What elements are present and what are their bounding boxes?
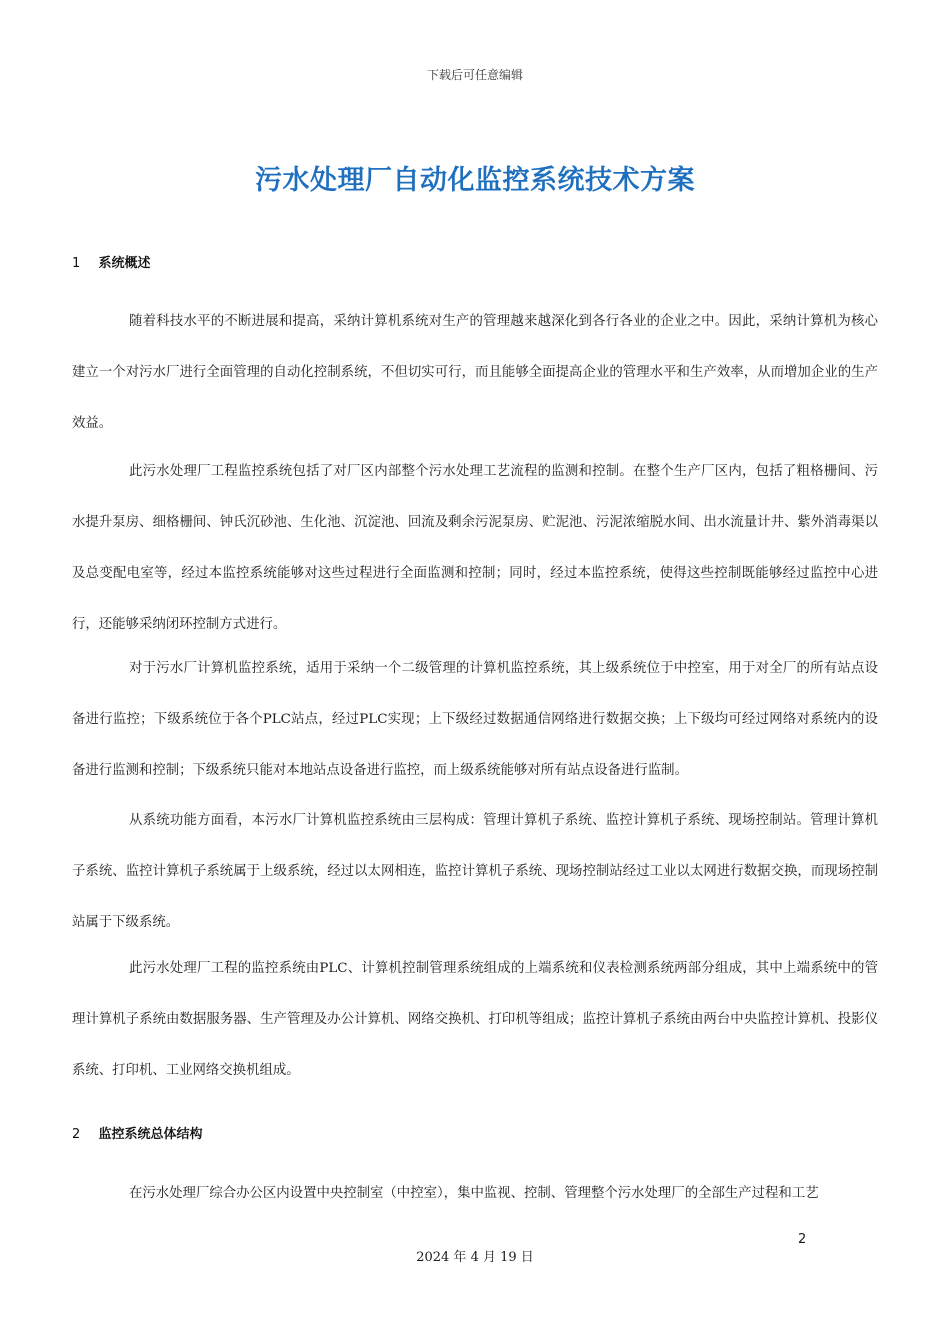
paragraph: 在污水处理厂综合办公区内设置中央控制室（中控室），集中监视、控制、管理整个污水处理厂的全部生产过程和工艺 xyxy=(129,1186,819,1201)
paragraph: 从系统功能方面看，本污水厂计算机监控系统由三层构成：管理计算机子系统、监控计算机子系统、现场控制站。管理计算机子系统、监控计算机子系统属于上级系统，经过以太网相连，监控计算机子系统、现场控制站经过工业以太网进行数据交换，而现场控制站属于下级系统。 xyxy=(72,813,878,930)
page-number: 2 xyxy=(798,1232,807,1247)
section-title: 监控系统总体结构 xyxy=(98,1127,203,1142)
document-title: 污水处理厂自动化监控系统技术方案 xyxy=(255,165,695,196)
section-heading-2 xyxy=(72,1123,203,1142)
paragraph: 随着科技水平的不断进展和提高，采纳计算机系统对生产的管理越来越深化到各行各业的企业之中。因此，采纳计算机为核心建立一个对污水厂进行全面管理的自动化控制系统，不但切实可行，而且能够全面提高企业的管理水平和生产效率，从而增加企业的生产效益。 xyxy=(72,314,878,431)
page-header: 下载后可任意编辑 xyxy=(426,68,523,82)
section-number: 1 xyxy=(72,256,81,271)
section-heading-1 xyxy=(72,252,151,271)
paragraph: 此污水处理厂工程的监控系统由PLC、计算机控制管理系统组成的上端系统和仪表检测系统两部分组成，其中上端系统中的管理计算机子系统由数据服务器、生产管理及办公计算机、网络交换机、打印机等组成；监控计算机子系统由两台中央监控计算机、投影仪系统、打印机、工业网络交换机组成。 xyxy=(72,961,878,1078)
section-title: 系统概述 xyxy=(98,256,151,271)
paragraph: 对于污水厂计算机监控系统，适用于采纳一个二级管理的计算机监控系统，其上级系统位于中控室，用于对全厂的所有站点设备进行监控；下级系统位于各个PLC站点，经过PLC实现；上下级经过数据通信网络进行数据交换；上下级均可经过网络对系统内的设备进行监测和控制；下级系统只能对本地站点设备进行监控，而上级系统能够对所有站点设备进行监制。 xyxy=(72,661,878,778)
paragraph: 此污水处理厂工程监控系统包括了对厂区内部整个污水处理工艺流程的监测和控制。在整个生产厂区内，包括了粗格栅间、污水提升泵房、细格栅间、钟氏沉砂池、生化池、沉淀池、回流及剩余污泥泵房、贮泥池、污泥浓缩脱水间、出水流量计井、紫外消毒渠以及总变配电室等，经过本监控系统能够对这些过程进行全面监测和控制；同时，经过本监控系统，使得这些控制既能够经过监控中心进行，还能够采纳闭环控制方式进行。 xyxy=(72,464,878,632)
section-number: 2 xyxy=(72,1127,81,1142)
footer-date: 2024 年 4 月 19 日 xyxy=(416,1250,534,1265)
